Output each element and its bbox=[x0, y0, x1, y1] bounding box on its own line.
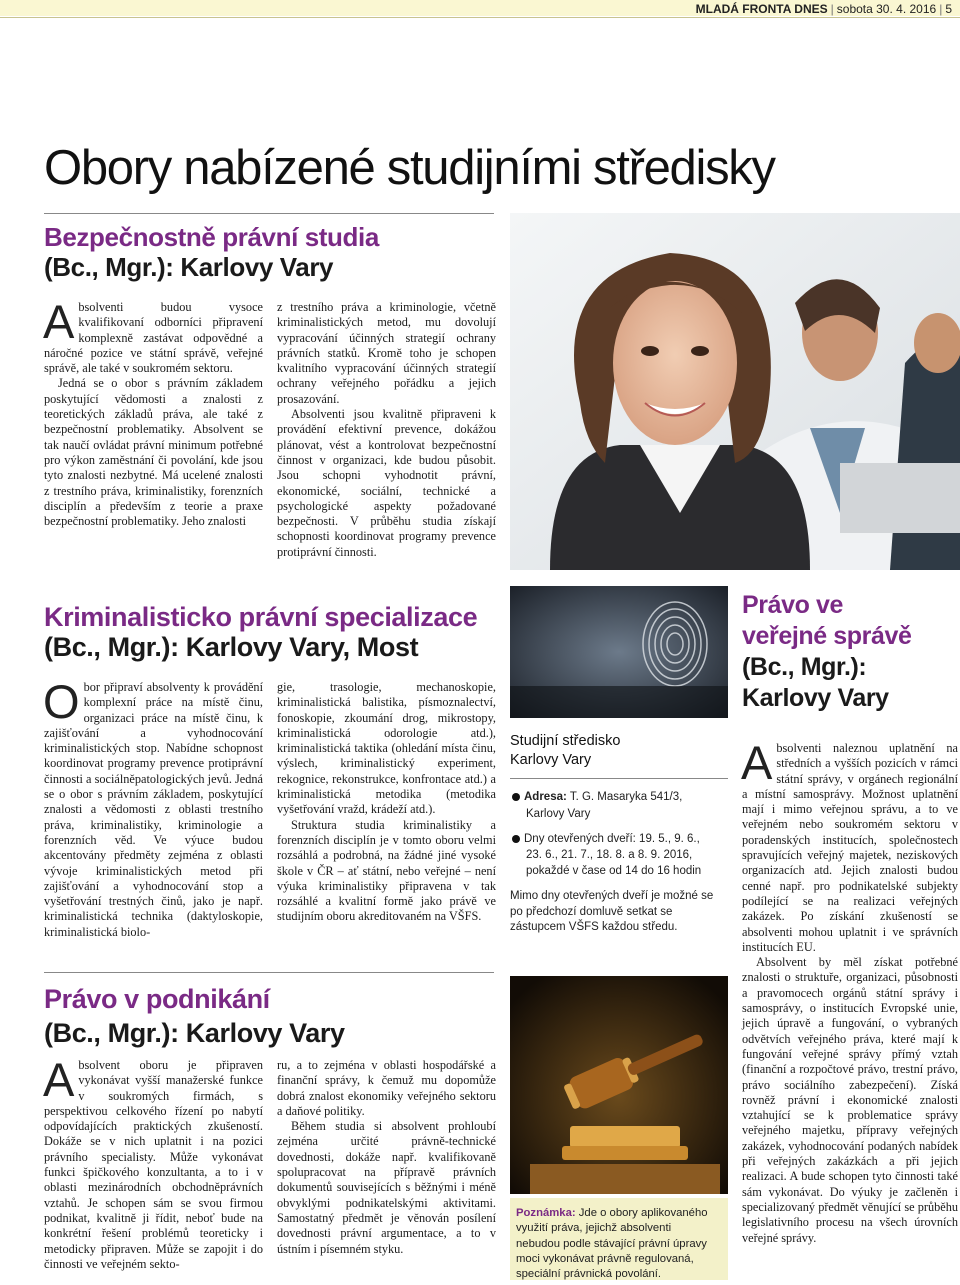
section-bezpecnost-col2 bbox=[277, 300, 496, 560]
paragraph: bsolvent oboru je připraven vykonávat vyšší manažerské funkce v soukromých firmách, s perspektivou celkového řízení po nabytí odpovídajících praktických zkušeností. Dokáže se v nich uplatnit i na pozici právního specialisty. Může vykonávat funkci špičkového konzultanta, a to i v oblasti mezinárodních obchodněprávních vztahů. Je schopen sám se svou firmou podnikat, kvalitně ji řídit, neboť bude na konkrétní řešení problémů teoreticky i metodicky připraven. Může se zapojit i do činnosti ve veřejném sekto- bbox=[44, 1058, 263, 1271]
section-krim-heading bbox=[44, 602, 514, 662]
photo-fingerprint bbox=[510, 586, 728, 718]
photo-gavel-image bbox=[510, 976, 728, 1194]
infobox-title bbox=[510, 732, 728, 770]
dropcap: O bbox=[43, 675, 80, 728]
section-subtitle: (Bc., Mgr.): Karlovy Vary, Most bbox=[44, 632, 419, 662]
infobox-title-line: Studijní středisko bbox=[510, 733, 621, 749]
masthead-date: sobota 30. 4. 2016 bbox=[836, 2, 937, 16]
section-title: Právo v podnikání bbox=[44, 984, 270, 1014]
infobox-address bbox=[510, 789, 728, 823]
dropcap: A bbox=[741, 736, 773, 789]
dropcap: A bbox=[43, 1053, 75, 1106]
headline-rule bbox=[44, 213, 494, 214]
infobox-opendays bbox=[510, 831, 728, 879]
page-headline: Obory nabízené studijními středisky bbox=[44, 141, 775, 195]
opendays-line: 23. 6., 21. 7., 18. 8. a 8. 9. 2016, bbox=[526, 849, 693, 861]
section-verejna-col bbox=[741, 736, 958, 1246]
address-label: Adresa: bbox=[524, 791, 567, 803]
section-title: Bezpečnostně právní studia bbox=[44, 222, 379, 252]
note-label: Poznámka: bbox=[516, 1207, 576, 1219]
section-podnik-col1 bbox=[43, 1053, 263, 1272]
opendays-line: Dny otevřených dveří: 19. 5., 9. 6., bbox=[524, 833, 700, 845]
infobox-extra: Mimo dny otevřených dveří je možné se po předchozí domluvě setkat se zástupcem VŠFS každou středu. bbox=[510, 890, 714, 933]
bullet-icon bbox=[512, 793, 520, 801]
paragraph: Jedná se o obor s právním základem poskytující vědomosti a znalosti z teoretických základů práva, ale také z bezpečnostní problematiky. Absolvent se tak naučí ovládat právní minimum potřebné pro výkon zaměstnání či povolání, kde jsou tyto znalosti nezbytné. Má ucelené znalosti z trestního práva, kriminalistiky, forenzních disciplín a především z teorie a praxe bezpečnostní problematiky. Jeho znalosti bbox=[44, 376, 263, 529]
masthead-separator: | bbox=[830, 2, 834, 16]
section-title: Kriminalisticko právní specializace bbox=[44, 602, 478, 632]
address-line: T. G. Masaryka 541/3, bbox=[569, 791, 683, 803]
masthead-paper: MLADÁ FRONTA DNES bbox=[695, 2, 828, 16]
paragraph: bor připraví absolventy k provádění komplexní práce na místě činu, organizaci práce na místě činu, k zajišťování a vyhodnocování kriminalistických stop. Nabídne schopnost koordinovat programy prevence protiprávní činnosti a sociálněpatologických jevů. Jedná se o obor s právním základem, poskytující znalosti a vědomosti z oblasti trestního práva, kriminalistiky, kriminologie a forenzních věd. Ve výuce budou akcentovány předměty zejména z oblasti vývoje kriminalistických metod při zajišťování a vyhodnocování stop a vyšetřování trestných činů, jako je např. kriminalistická technika (daktyloskopie, kriminalistická biolo- bbox=[44, 680, 263, 939]
photo-fingerprint-image bbox=[510, 586, 728, 718]
dropcap: A bbox=[43, 295, 75, 348]
section-subtitle: (Bc., Mgr.): Karlovy Vary bbox=[44, 252, 334, 282]
masthead-page-number: 5 bbox=[945, 2, 952, 16]
section-krim-col1 bbox=[43, 675, 263, 940]
opendays-line: pokaždé v čase od 14 do 16 hodin bbox=[526, 865, 702, 877]
section-podnik-col2 bbox=[277, 1058, 496, 1257]
section-bezpecnost-heading bbox=[44, 222, 514, 282]
section-bezpecnost-col1 bbox=[43, 295, 263, 529]
masthead bbox=[696, 2, 952, 16]
paragraph: Absolventi jsou kvalitně připraveni k provádění efektivní prevence, dokážou plánovat, vést a kontrolovat bezpečnostní činnost v organizaci, kde budou působit. Jsou schopni vyhodnotit právní, ekonomické, sociální, technické a psychologické aspekty požadované bezpečnosti. V průběhu studia získají schopnosti koordinovat programy prevence protiprávní činnosti. bbox=[277, 407, 496, 559]
photo-gavel bbox=[510, 976, 728, 1194]
section-title-line: veřejné správě bbox=[742, 622, 912, 650]
photo-students-image bbox=[510, 213, 960, 570]
paragraph: gie, trasologie, mechanoskopie, kriminalistická balistika, písmoznalectví, fonoskopie, zkoumání drog, mikrostopy, kriminalistická odorologie atd.), kriminalistická taktika (ohledání místa činu, výslech, kriminalistický experiment, rekognice, rekonstrukce, konfrontace atd.) a kriminalistická metodika (metodika vyšetřování vražd, krádeží atd.). bbox=[277, 680, 496, 817]
masthead-separator: | bbox=[939, 2, 943, 16]
bullet-icon bbox=[512, 835, 520, 843]
paragraph: Během studia si absolvent prohloubí zejména určité právně-technické dovednosti, dokáže např. kvalifikovaně spolupracovat na přípravě právních dokumentů souvisejících s běžnými i méně obvyklými podnikatelskými aktivitami. Samostatný předmět je věnován posílení dovednosti právní argumentace, a to v ústním i písemném styku. bbox=[277, 1119, 496, 1256]
infobox-title-line: Karlovy Vary bbox=[510, 752, 592, 768]
paragraph: bsolventi budou vysoce kvalifikovaní odborníci připravení komplexně zastávat odpovědné a náročné pozice ve státní správě, veřejné správě, ale také v soukromém sektoru. bbox=[44, 300, 263, 376]
paragraph: Struktura studia kriminalistiky a forenzních disciplín je v tomto oboru velmi rozsáhlá a podrobná, na žádné jiné vysoké škole v ČR – ať státní, nebo veřejné – není výuka kriminalistiky připravena v tak rozsáhlé a kvalitní formě jako právě ve studijním oboru akreditovaném na VŠFS. bbox=[277, 817, 496, 924]
masthead-rule bbox=[0, 17, 960, 18]
address-line: Karlovy Vary bbox=[526, 808, 591, 820]
photo-students bbox=[510, 213, 960, 570]
section-title-line: Právo ve bbox=[742, 591, 844, 619]
paragraph: z trestního práva a kriminologie, včetně kriminalistických metod, mu dovolují vypracování účinných strategií ochrany právních statků. Kromě toho je schopen kvalitního vypracování účinných strategií ochrany veřejného pořádku a jejich prosazování. bbox=[277, 300, 496, 406]
section-rule bbox=[44, 972, 494, 973]
infobox-rule bbox=[510, 778, 728, 779]
section-subtitle: (Bc., Mgr.): Karlovy Vary bbox=[44, 1018, 345, 1048]
infobox bbox=[510, 732, 728, 962]
section-krim-col2 bbox=[277, 680, 496, 925]
section-subtitle-line: Karlovy Vary bbox=[742, 684, 889, 712]
note-box bbox=[510, 1198, 728, 1280]
section-verejna-heading bbox=[742, 590, 957, 714]
note-text: Jde o obory aplikovaného využití práva, jejichž absolventi nebudou podle stávající právní úpravy moci vykonávat právně regulovaná, speciální právnická povolání. bbox=[516, 1207, 708, 1281]
paragraph: ru, a to zejména v oblasti hospodářské a finanční správy, k čemuž mu dopomůže dobrá znalost ekonomiky veřejného sektoru a daňové politiky. bbox=[277, 1058, 496, 1118]
paragraph: bsolventi naleznou uplatnění na středních a vyšších pozicích v rámci státní správy, v orgánech regionální a místní samosprávy. Možnost uplatnění mají i mimo veřejnou správu, a to ve veřejném nebo soukromém sektoru v poradenských institucích, společnostech spravujících veřejný majetek, neziskových organizacích atd. Jejich znalosti budou cenné např. pro podnikatelské subjekty podílející se na realizaci veřejných zakázek. Po získání zkušeností se absolventi mohou uplatnit i ve správních institucích EU. bbox=[742, 741, 958, 954]
paragraph: Absolvent by měl získat potřebné znalosti o struktuře, organizaci, působnosti a pravomocech orgánů státní správy i samosprávy, o institucích Evropské unie, jejich úpravě a fungování, o vybraných odvětvích veřejného práva, které mají k fungování veřejné správy přímý vztah (finanční a rozpočtové právo, trestní právo, právo sociálního zabezpečení). Získá rovněž právní i ekonomické znalosti vztahující se k problematice správy veřejného majetku, přípravy veřejných zakázek, vyhodnocování podaných nabídek při veřejných zakázkách a při jejich realizaci. A bude schopen tyto činnosti také sám vykonávat. Do výuky je začleněn i specializovaný předmět věnující se průběhu legislativního procesu na všech úrovních veřejné správy. bbox=[742, 955, 958, 1245]
section-subtitle-line: (Bc., Mgr.): bbox=[742, 653, 867, 681]
section-podnik-heading bbox=[44, 982, 514, 1050]
